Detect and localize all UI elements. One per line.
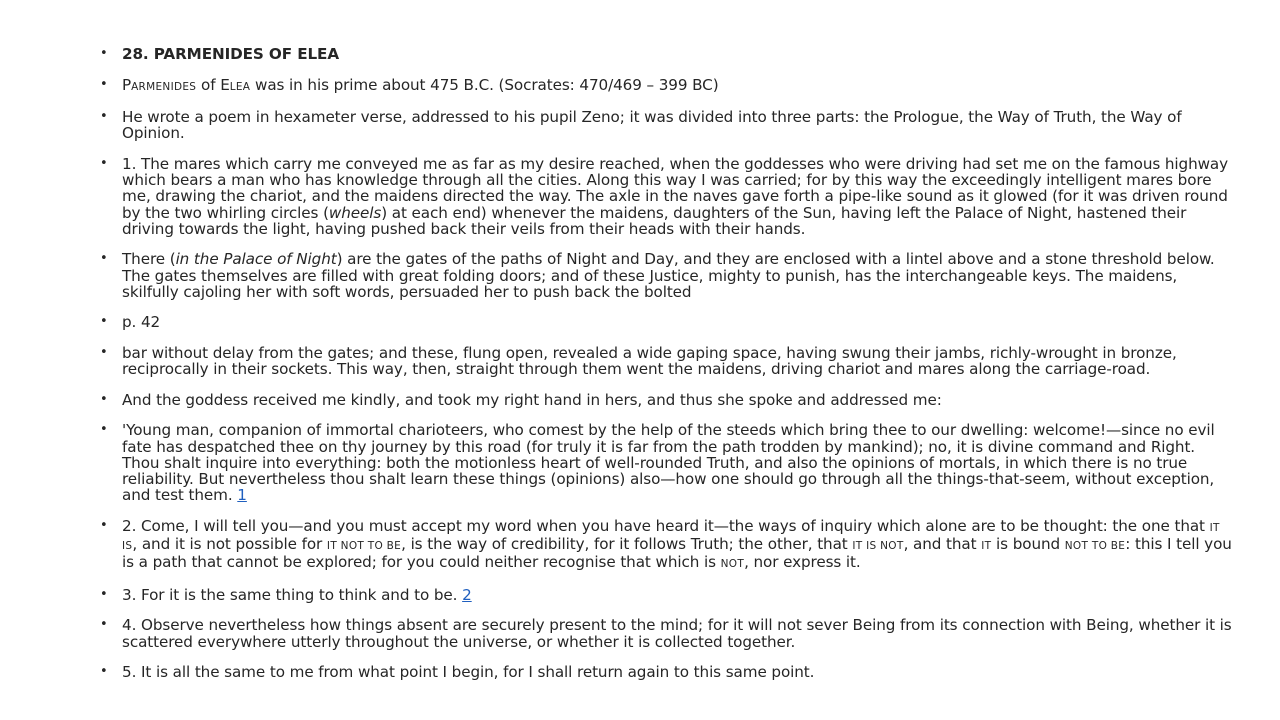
frag2-sc1: IT IS	[122, 521, 1220, 552]
frag2-d: , and that	[903, 534, 982, 553]
frag2-g: , nor express it.	[744, 553, 861, 572]
frag1-emphasis: wheels	[328, 203, 382, 222]
frag1-text-a: 1. The mares which carry me conveyed me as far as my desire reached, when the goddesses who were driving had set me on the famous highway which bears a man who has knowledge through all the cities. Along this way I was carried; for by this way the exceedingly intelligent mares bore me, drawing the chariot, and the maidens directed the way. The axle in the naves gave forth a pipe-like sound as it glowed (for it was driven round by the two whirling circles (	[122, 154, 1229, 222]
gates-text-a: There (	[122, 250, 176, 269]
frag2-a: 2. Come, I will tell you—and you must accept my word when you have heard it—the ways of inquiry which alone are to be thought: the one that	[122, 516, 1210, 535]
bullet-page-marker	[100, 314, 1235, 330]
bar-text: bar without delay from the gates; and these, flung open, revealed a wide gaping space, having swung their jambs, richly-wrought in bronze, reciprocally in their sockets. This way, then, straight through them went the maidens, driving chariot and mares along the carriage-road.	[122, 343, 1177, 379]
frag2-f: : this I tell you is a path that cannot be explored; for you could neither recognise that which is	[122, 534, 1232, 572]
frag4-text: 4. Observe nevertheless how things absent are securely present to the mind; for it will not sever Being from its connection with Being, whether it is scattered everywhere utterly throughout the universe, or whether it is collected together.	[122, 616, 1232, 651]
frag3-text: 3. For it is the same thing to think and to be.	[122, 585, 463, 604]
frag2-b: , and it is not possible for	[132, 534, 327, 553]
frag2-e: is bound	[991, 534, 1065, 553]
frag1-text-b: ) at each end) whenever the maidens, daughters of the Sun, having left the Palace of Night, hastened their driving towards the light, having pushed back their veils from their heads with their hands.	[122, 203, 1187, 238]
intro-name-rest-p: ARMENIDES	[131, 80, 197, 93]
young-man-text: 'Young man, companion of immortal charioteers, who comest by the help of the steeds which bring thee to our dwelling: welcome!—since no evil fate has despatched thee on thy journey by this road (for truly it is far from the path trodden by mankind); no, it is divine command and Right. Thou shalt inquire into everything: both the motionless heart of well-rounded Truth, and also the opinions of mortals, in which there is no true reliability. But nevertheless thou shalt learn these things (opinions) also—how one should go through all the things-that-seem, without exception, and test them.	[122, 421, 1215, 505]
bullet-title	[100, 46, 1235, 62]
frag2-c: , is the way of credibility, for it follows Truth; the other, that	[401, 534, 853, 553]
bullet-fragment-3	[100, 587, 1235, 603]
bullet-gates	[100, 251, 1235, 300]
intro-initial-p: P	[122, 75, 132, 94]
footnote-link-1[interactable]: 1	[237, 486, 247, 505]
bullet-bar	[100, 345, 1235, 377]
intro-rest: was in his prime about 475 B.C. (Socrates: 470/469 – 399 BC)	[250, 75, 719, 94]
bullet-fragment-2	[100, 518, 1235, 573]
bullet-intro	[100, 77, 1235, 95]
footnote-link-2[interactable]: 2	[462, 585, 472, 604]
bullet-list	[100, 46, 1235, 695]
frag2-sc4: IT	[981, 539, 992, 552]
frag2-sc2: IT NOT TO BE	[326, 539, 402, 552]
page-marker: p. 42	[122, 313, 161, 332]
slide-title: 28. PARMENIDES OF ELEA	[122, 45, 339, 63]
frag5-text: 5. It is all the same to me from what point I begin, for I shall return again to this same point.	[122, 663, 815, 682]
bullet-fragment-1	[100, 156, 1235, 237]
bullet-fragment-4	[100, 617, 1235, 649]
bullet-young-man	[100, 422, 1235, 503]
intro-initial-e: E	[220, 75, 230, 94]
frag2-sc6: NOT	[720, 558, 745, 571]
frag2-sc5: NOT TO BE	[1064, 539, 1126, 552]
intro-of: of	[196, 75, 221, 94]
gates-text-b: ) are the gates of the paths of Night and Day, and they are enclosed with a lintel above and a stone threshold below. The gates themselves are filled with great folding doors; and of these Justice, mighty to punish, has the interchangeable keys. The maidens, skilfully cajoling her with soft words, persuaded her to push back the bolted	[122, 250, 1215, 301]
intro-name-rest-e: LEA	[229, 80, 251, 93]
frag2-sc3: IT IS NOT	[852, 539, 904, 552]
gates-emphasis: in the Palace of Night	[175, 250, 337, 269]
goddess-text: And the goddess received me kindly, and took my right hand in hers, and thus she spoke and addressed me:	[122, 390, 942, 409]
bullet-fragment-5	[100, 664, 1235, 680]
bullet-goddess	[100, 392, 1235, 408]
poem-intro-text: He wrote a poem in hexameter verse, addressed to his pupil Zeno; it was divided into three parts: the Prologue, the Way of Truth, the Way of Opinion.	[122, 108, 1182, 143]
bullet-poem-intro	[100, 109, 1235, 141]
